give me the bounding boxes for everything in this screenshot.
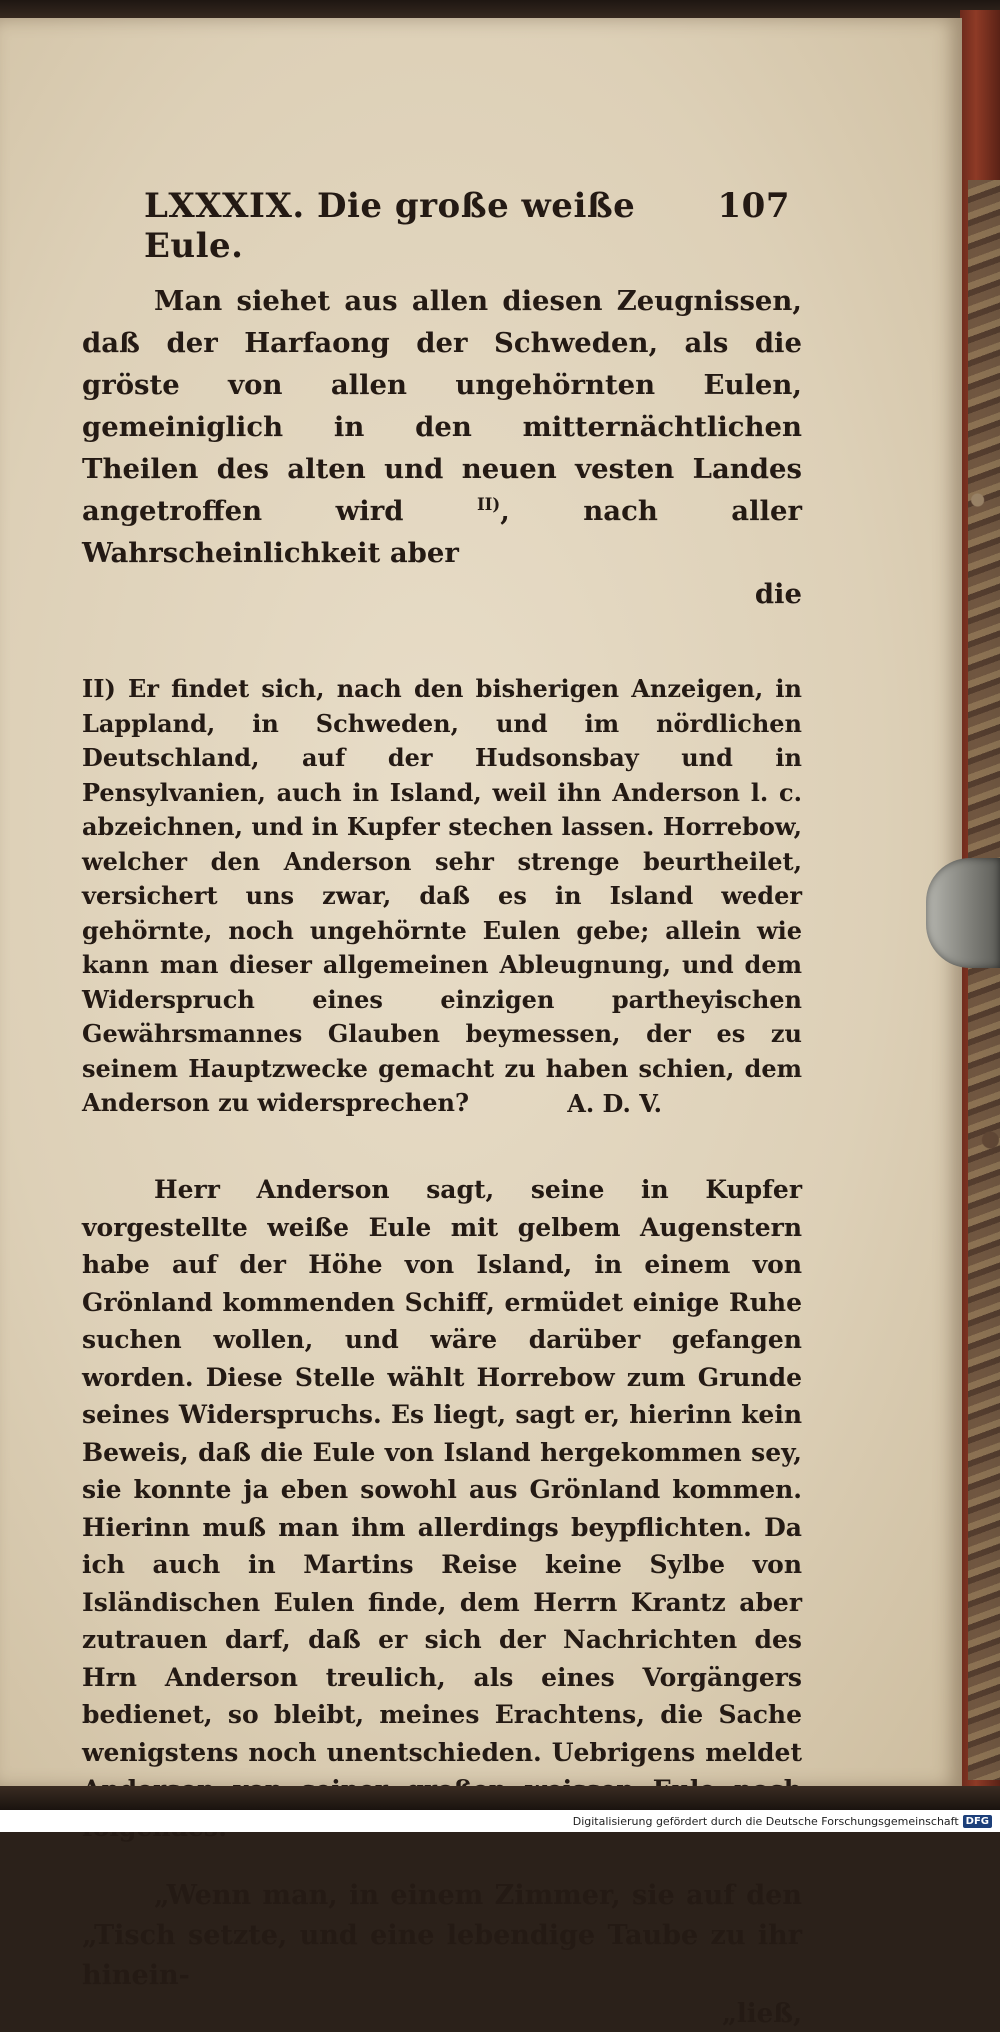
quote-block [82,1876,802,1996]
footnote-signature: A. D. V. [567,1088,662,1118]
page-clip [926,858,1000,968]
footnote-marker: II) [82,674,116,703]
main-paragraph-block [82,280,802,574]
book-bottom-edge [0,1786,1000,1810]
footnote-reference: II) [476,494,501,514]
main-paragraph-end: , nach aller Wahrscheinlichkeit aber [82,495,802,569]
page-content [82,186,802,2032]
dfg-logo-icon: DFG [963,1815,992,1828]
catchword-bottom: „ließ, [721,1999,802,2029]
credit-text: Digitalisierung gefördert durch die Deutsche Forschungsgemeinschaft [572,1814,959,1828]
digitization-credit [0,1810,1000,1832]
running-head [82,186,802,266]
page-number: 107 [717,186,790,226]
second-paragraph-block [82,1171,802,1846]
marbled-endpaper [968,180,1000,1780]
running-head-title: LXXXIX. Die große weiße Eule. [144,186,636,266]
main-paragraph [82,280,802,574]
second-paragraph: Herr Anderson sagt, seine in Kupfer vorgestellte weiße Eule mit gelbem Augenstern habe auf der Höhe von Island, in einem von Grönland kommenden Schiff, ermüdet einige Ruhe suchen wollen, und wäre darüber gefangen worden. Diese Stelle wählt Horrebow zum Grunde seines Widerspruchs. Es liegt, sagt er, hierinn kein Beweis, daß die Eule von Island hergekommen sey, sie konnte ja eben sowohl aus Grönland kommen. Hierinn muß man ihm allerdings beypflichten. Da ich auch in Martins Reise keine Sylbe von Isländischen Eulen finde, dem Herrn Krantz aber zutrauen darf, daß er sich der Nachrichten des Hrn Anderson treulich, als eines Vorgängers bedienet, so bleibt, meines Erachtens, die Sache wenigstens noch unentschieden. Uebrigens meldet [82,1175,802,1767]
footnote-text: Er findet sich, nach den bisherigen Anzeigen, in Lappland, in Schweden, und im nördlichen Deutschland, auf der Hudsonsbay und in Pensylvanien, auch in Island, weil ihn Anderson l. c. abzeichnen, und in Kupfer stechen lassen. Horrebow, welcher den Anderson sehr strenge beurtheilet, versichert uns zwar, daß es in Island weder gehörnte, noch ungehörnte Eulen gebe; allein wie kann man dieser allgemeinen Ableugnung, und dem Widerspruch eines einzigen partheyischen Gewährsmannes Glauben beymessen, der es zu seinem Hauptzwecke gemacht zu haben schien, dem Anderson zu widersprechen? [82,674,803,1117]
catchword-top: die [754,578,802,610]
footnote [82,672,802,1121]
main-paragraph-text: Man siehet aus allen diesen Zeugnissen, daß der Harfaong der Schweden, als die gröste von allen ungehörnten Eulen, gemeiniglich in den mitternächtlichen Theilen des alten und neuen vesten Landes angetroffen wird [82,285,802,527]
quote-text: „Wenn man, in einem Zimmer, sie auf den „Tisch setzte, und eine lebendige Taube zu ihr hinein- [82,1880,802,1991]
